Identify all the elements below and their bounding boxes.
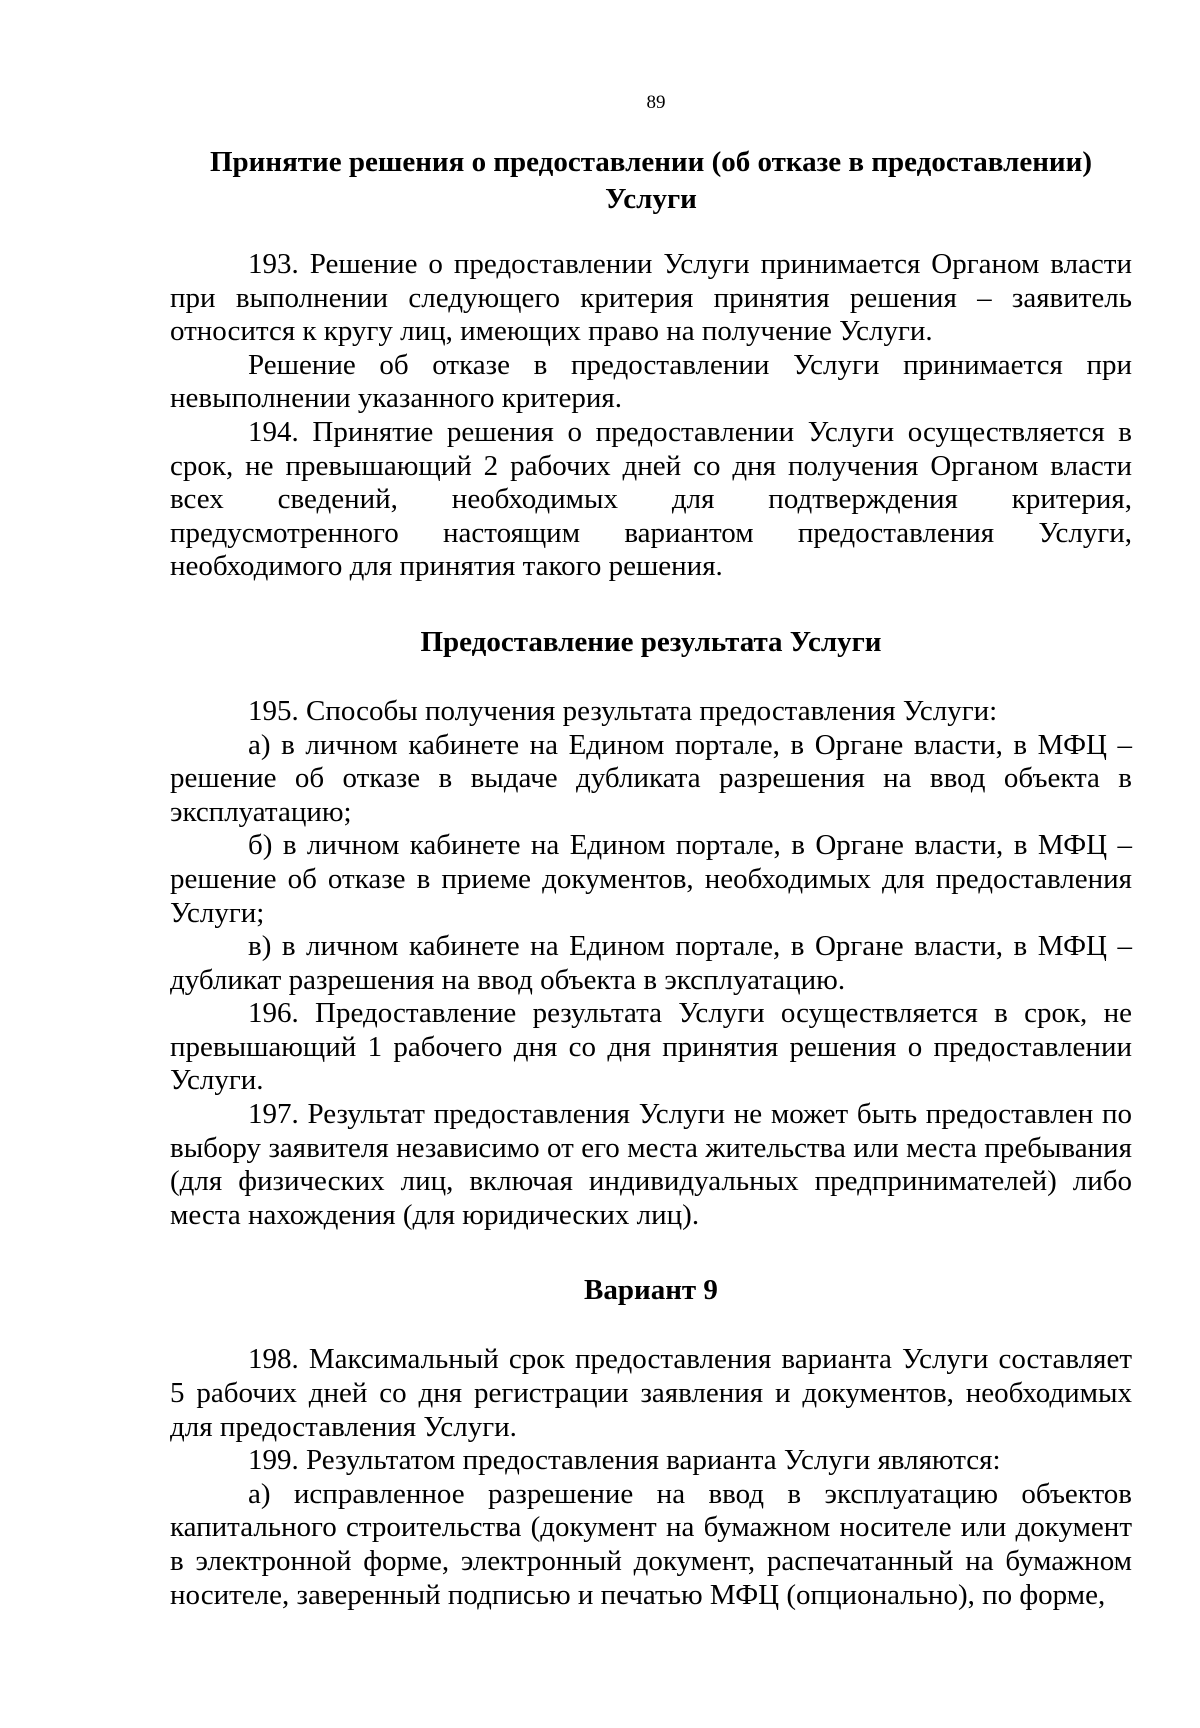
page-number: 89 [646, 92, 666, 113]
paragraph-199-a: а) исправленное разрешение на ввод в эксплуатацию объектов капитального строительства (документ на бумажном носителе или документ в электронной форме, электронный документ, распечатанный на бумажном носителе, заверенный подписью и печатью МФЦ (опционально), по форме, [170, 1477, 1132, 1611]
heading-result: Предоставление результата Услуги [420, 625, 882, 658]
paragraph-195-b: б) в личном кабинете на Едином портале, в Органе власти, в МФЦ – решение об отказе в приеме документов, необходимых для предоставления Услуги; [170, 829, 1132, 929]
paragraph-194: 194. Принятие решения о предоставлении Услуги осуществляется в срок, не превышающий 2 рабочих дней со дня получения Органом власти всех сведений, необходимых для подтверждения критерия, предусмотренного настоящим вариантом предоставления Услуги, необходимого для принятия такого решения. [170, 415, 1132, 583]
paragraph-refusal: Решение об отказе в предоставлении Услуги принимается при невыполнении указанного критерия. [170, 348, 1132, 415]
paragraph-195-a: а) в личном кабинете на Едином портале, в Органе власти, в МФЦ – решение об отказе в выдаче дубликата разрешения на ввод объекта в эксплуатацию; [170, 728, 1132, 828]
paragraph-195: 195. Способы получения результата предоставления Услуги: [248, 694, 998, 727]
document-page [170, 92, 1132, 1612]
heading-decision: Принятие решения о предоставлении (об отказе в предоставлении) Услуги [210, 146, 1092, 215]
heading-variant-9: Вариант 9 [584, 1274, 718, 1307]
paragraph-193: 193. Решение о предоставлении Услуги принимается Органом власти при выполнении следующего критерия принятия решения – заявитель относится к кругу лиц, имеющих право на получение Услуги. [170, 248, 1132, 348]
paragraph-198: 198. Максимальный срок предоставления варианта Услуги составляет 5 рабочих дней со дня регистрации заявления и документов, необходимых для предоставления Услуги. [170, 1343, 1132, 1443]
paragraph-197: 197. Результат предоставления Услуги не может быть предоставлен по выбору заявителя независимо от его места жительства или места пребывания (для физических лиц, включая индивидуальных предпринимателей) либо места нахождения (для юридических лиц). [170, 1098, 1132, 1231]
paragraph-196: 196. Предоставление результата Услуги осуществляется в срок, не превышающий 1 рабочего дня со дня принятия решения о предоставлении Услуги. [170, 997, 1132, 1097]
section-decision [170, 144, 1132, 584]
paragraph-195-v: в) в личном кабинете на Едином портале, в Органе власти, в МФЦ – дубликат разрешения на ввод объекта в эксплуатацию. [170, 930, 1132, 996]
section-variant-9 [170, 1272, 1132, 1612]
paragraph-199: 199. Результатом предоставления варианта Услуги являются: [248, 1444, 1001, 1477]
section-result [170, 624, 1132, 1233]
